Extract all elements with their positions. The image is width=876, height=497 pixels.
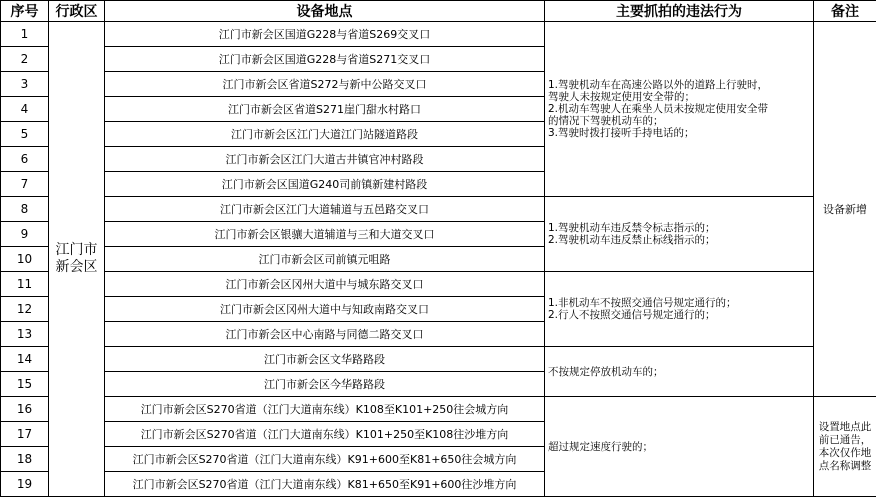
seq-cell: 18 xyxy=(1,447,49,472)
seq-cell: 14 xyxy=(1,347,49,372)
location-cell: 江门市新会区S270省道（江门大道南东线）K81+650至K91+600往沙堆方向 xyxy=(105,472,545,497)
note-location-adjust xyxy=(814,397,876,497)
note-line: 点名称调整 xyxy=(816,460,874,473)
header-violation: 主要抓拍的违法行为 xyxy=(545,1,814,22)
table-row xyxy=(1,397,876,422)
seq-cell: 13 xyxy=(1,322,49,347)
violation-line: 1.非机动车不按照交通信号规定通行的； xyxy=(548,297,813,309)
violation-group-5 xyxy=(545,397,814,497)
location-cell: 江门市新会区江门大道辅道与五邑路交叉口 xyxy=(105,197,545,222)
header-district: 行政区 xyxy=(49,1,105,22)
seq-cell: 6 xyxy=(1,147,49,172)
violation-group-4 xyxy=(545,347,814,397)
location-cell: 江门市新会区冈州大道中与城东路交叉口 xyxy=(105,272,545,297)
violation-line: 2.机动车驾驶人在乘坐人员未按规定使用安全带 xyxy=(548,103,813,115)
district-line-1: 江门市 xyxy=(49,242,104,259)
header-location: 设备地点 xyxy=(105,1,545,22)
location-cell: 江门市新会区国道G240司前镇新建村路段 xyxy=(105,172,545,197)
note-line: 本次仅作地 xyxy=(816,447,874,460)
violation-line: 超过规定速度行驶的； xyxy=(548,441,813,453)
header-seq: 序号 xyxy=(1,1,49,22)
seq-cell: 9 xyxy=(1,222,49,247)
table-row xyxy=(1,197,876,222)
violation-line: 3.驾驶时拨打接听手持电话的； xyxy=(548,127,813,139)
seq-cell: 8 xyxy=(1,197,49,222)
location-cell: 江门市新会区S270省道（江门大道南东线）K108至K101+250往会城方向 xyxy=(105,397,545,422)
violation-line: 驾驶人未按规定使用安全带的； xyxy=(548,91,813,103)
district-line-2: 新会区 xyxy=(49,259,104,276)
seq-cell: 7 xyxy=(1,172,49,197)
violation-line: 1.驾驶机动车违反禁令标志指示的； xyxy=(548,222,813,234)
district-cell xyxy=(49,22,105,497)
location-cell: 江门市新会区S270省道（江门大道南东线）K101+250至K108往沙堆方向 xyxy=(105,422,545,447)
location-cell: 江门市新会区今华路路段 xyxy=(105,372,545,397)
location-cell: 江门市新会区省道S271崖门甜水村路口 xyxy=(105,97,545,122)
violation-line: 2.驾驶机动车违反禁止标线指示的； xyxy=(548,234,813,246)
note-line: 设置地点此 xyxy=(816,421,874,434)
seq-cell: 10 xyxy=(1,247,49,272)
table-row xyxy=(1,272,876,297)
location-cell: 江门市新会区江门大道古井镇官冲村路段 xyxy=(105,147,545,172)
seq-cell: 2 xyxy=(1,47,49,72)
seq-cell: 17 xyxy=(1,422,49,447)
location-cell: 江门市新会区中心南路与同德二路交叉口 xyxy=(105,322,545,347)
location-cell: 江门市新会区S270省道（江门大道南东线）K91+600至K81+650往会城方向 xyxy=(105,447,545,472)
location-cell: 江门市新会区国道G228与省道S269交叉口 xyxy=(105,22,545,47)
table-row xyxy=(1,22,876,47)
seq-cell: 5 xyxy=(1,122,49,147)
location-cell: 江门市新会区司前镇元咀路 xyxy=(105,247,545,272)
seq-cell: 16 xyxy=(1,397,49,422)
violation-line: 不按规定停放机动车的； xyxy=(548,366,813,378)
location-cell: 江门市新会区江门大道江门站隧道路段 xyxy=(105,122,545,147)
violation-line: 1.驾驶机动车在高速公路以外的道路上行驶时， xyxy=(548,79,813,91)
violation-line: 2.行人不按照交通信号规定通行的； xyxy=(548,309,813,321)
violation-line: 的情况下驾驶机动车的； xyxy=(548,115,813,127)
seq-cell: 19 xyxy=(1,472,49,497)
seq-cell: 15 xyxy=(1,372,49,397)
seq-cell: 4 xyxy=(1,97,49,122)
seq-cell: 1 xyxy=(1,22,49,47)
violation-group-3 xyxy=(545,272,814,347)
seq-cell: 3 xyxy=(1,72,49,97)
location-cell: 江门市新会区冈州大道中与知政南路交叉口 xyxy=(105,297,545,322)
location-cell: 江门市新会区省道S272与新中公路交叉口 xyxy=(105,72,545,97)
header-note: 备注 xyxy=(814,1,876,22)
note-new-equipment: 设备新增 xyxy=(814,22,876,397)
table-row xyxy=(1,347,876,372)
seq-cell: 11 xyxy=(1,272,49,297)
note-line: 前已通告， xyxy=(816,434,874,447)
header-row xyxy=(1,1,876,22)
violation-group-2 xyxy=(545,197,814,272)
violation-group-1 xyxy=(545,22,814,197)
seq-cell: 12 xyxy=(1,297,49,322)
location-cell: 江门市新会区文华路路段 xyxy=(105,347,545,372)
location-cell: 江门市新会区银骧大道辅道与三和大道交叉口 xyxy=(105,222,545,247)
location-cell: 江门市新会区国道G228与省道S271交叉口 xyxy=(105,47,545,72)
